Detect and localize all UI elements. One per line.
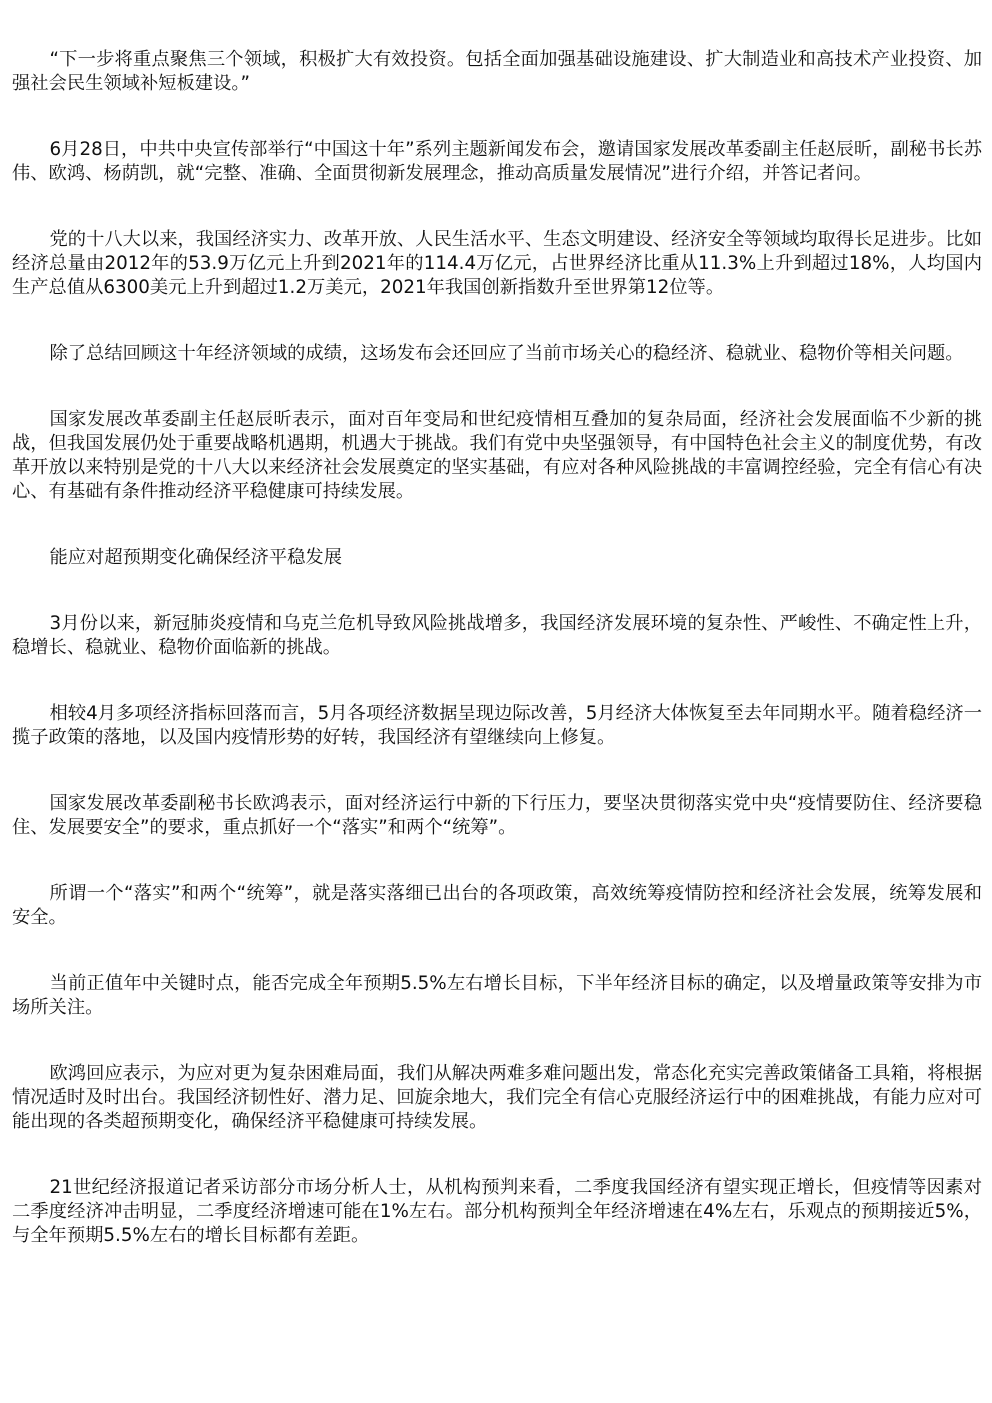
paragraph-investment-focus: “下一步将重点聚焦三个领域，积极扩大有效投资。包括全面加强基础设施建设、扩大制造业和高技术产业投资、加强社会民生领域补短板建设。”: [12, 49, 982, 94]
paragraph-zhao-statement: 国家发展改革委副主任赵辰昕表示，面对百年变局和世纪疫情相互叠加的复杂局面，经济社会发展面临不少新的挑战，但我国发展仍处于重要战略机遇期，机遇大于挑战。我们有党中央坚强领导，有中国特色社会主义的制度优势，有改革开放以来特别是党的十八大以来经济社会发展奠定的坚实基础，有应对各种风险挑战的丰富调控经验，完全有信心有决心、有基础有条件推动经济平稳健康可持续发展。: [12, 409, 982, 502]
paragraph-achievements: 党的十八大以来，我国经济实力、改革开放、人民生活水平、生态文明建设、经济安全等领域均取得长足进步。比如经济总量由2012年的53.9万亿元上升到2021年的114.4万亿元，占世界经济比重从11.3%上升到超过18%，人均国内生产总值从6300美元上升到超过1.2万美元，2021年我国创新指数升至世界第12位等。: [12, 229, 982, 298]
section-heading: 能应对超预期变化确保经济平稳发展: [49, 547, 342, 568]
paragraph-implementation: 所谓一个“落实”和两个“统筹”，就是落实落细已出台的各项政策，高效统筹疫情防控和经济社会发展，统筹发展和安全。: [12, 883, 982, 928]
paragraph-analyst-forecast: 21世纪经济报道记者采访部分市场分析人士，从机构预判来看，二季度我国经济有望实现正增长，但疫情等因素对二季度经济冲击明显，二季度经济增速可能在1%左右。部分机构预判全年经济增速在4%左右，乐观点的预期接近5%，与全年预期5.5%左右的增长目标都有差距。: [12, 1177, 982, 1246]
paragraph-press-conference: 6月28日，中共中央宣传部举行“中国这十年”系列主题新闻发布会，邀请国家发展改革委副主任赵辰昕，副秘书长苏伟、欧鸿、杨荫凯，就“完整、准确、全面贯彻新发展理念，推动高质量发展情况”进行介绍，并答记者问。: [12, 139, 982, 184]
paragraph-may-data: 相较4月多项经济指标回落而言，5月各项经济数据呈现边际改善，5月经济大体恢复至去年同期水平。随着稳经济一揽子政策的落地，以及国内疫情形势的好转，我国经济有望继续向上修复。: [12, 703, 982, 748]
paragraph-growth-target: 当前正值年中关键时点，能否完成全年预期5.5%左右增长目标，下半年经济目标的确定，以及增量政策等安排为市场所关注。: [12, 973, 982, 1018]
paragraph-risk-challenges: 3月份以来，新冠肺炎疫情和乌克兰危机导致风险挑战增多，我国经济发展环境的复杂性、严峻性、不确定性上升，稳增长、稳就业、稳物价面临新的挑战。: [12, 613, 982, 658]
paragraph-policy-reserve: 欧鸿回应表示，为应对更为复杂困难局面，我们从解决两难多难问题出发，常态化充实完善政策储备工具箱，将根据情况适时及时出台。我国经济韧性好、潜力足、回旋余地大，我们完全有信心克服经济运行中的困难挑战，有能力应对可能出现的各类超预期变化，确保经济平稳健康可持续发展。: [12, 1063, 982, 1132]
paragraph-market-concerns: 除了总结回顾这十年经济领域的成绩，这场发布会还回应了当前市场关心的稳经济、稳就业、稳物价等相关问题。: [49, 343, 964, 364]
paragraph-ou-hong-statement: 国家发展改革委副秘书长欧鸿表示，面对经济运行中新的下行压力，要坚决贯彻落实党中央“疫情要防住、经济要稳住、发展要安全”的要求，重点抓好一个“落实”和两个“统筹”。: [12, 793, 982, 838]
document-body: [12, 48, 982, 1290]
